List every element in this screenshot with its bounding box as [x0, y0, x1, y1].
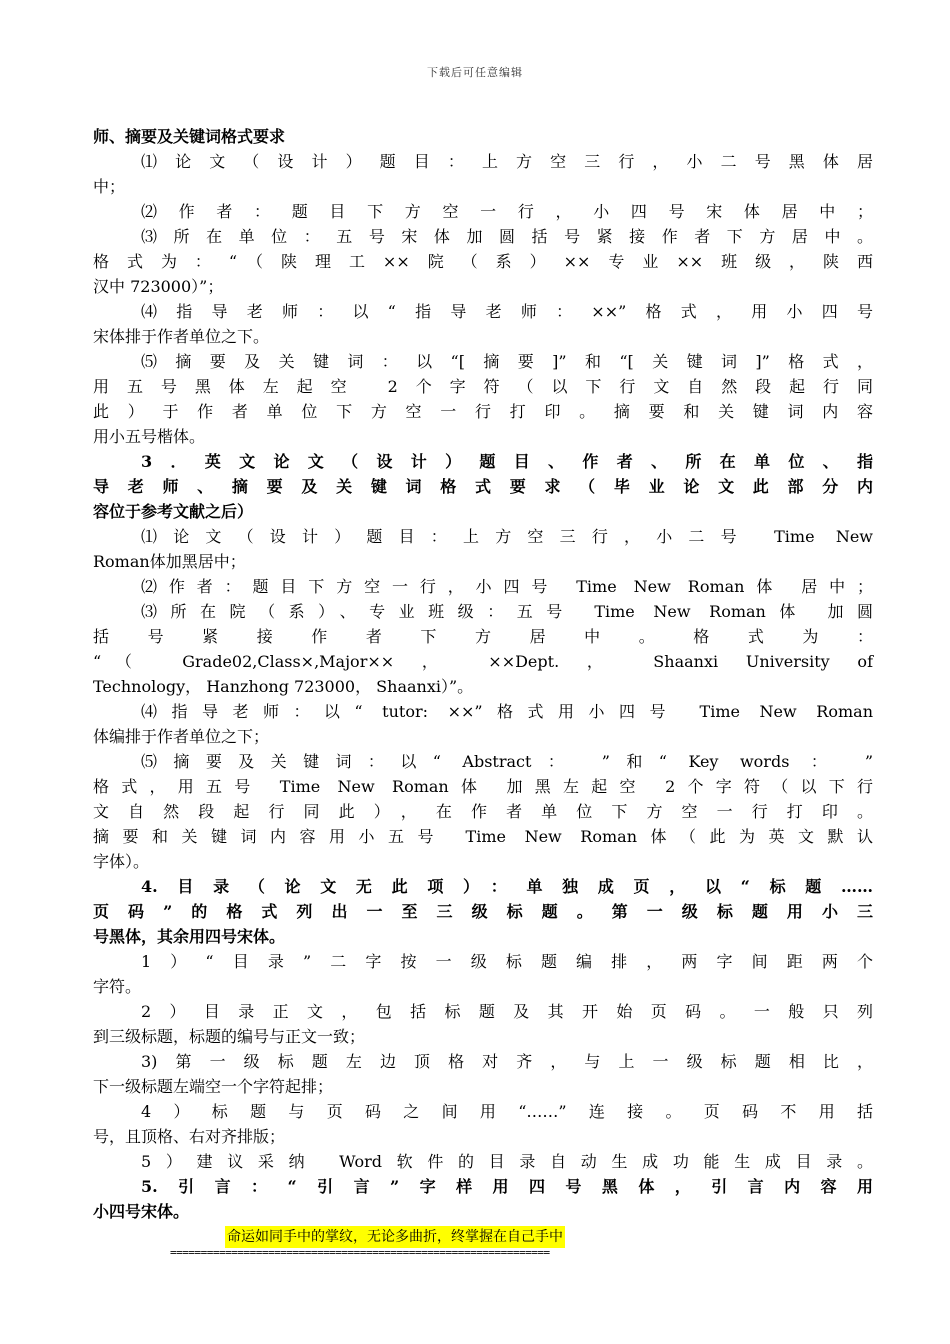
highlighted-quote: 命运如同手中的掌纹，无论多曲折，终掌握在自己手中 — [225, 1226, 565, 1248]
text-line — [93, 1124, 873, 1149]
text-line — [93, 174, 873, 199]
line-text: 小四号宋体。 — [93, 1202, 190, 1221]
text-line — [93, 524, 873, 549]
line-text: 字体）。 — [93, 852, 150, 871]
line-text: 用五号黑体左起空 2个字符（以下行文自然段起行同 — [93, 377, 873, 396]
text-line — [93, 849, 873, 874]
line-text: 此）于作者单位下方空一行打印。摘要和关键词内容 — [93, 402, 873, 421]
line-text: Roman体加黑居中； — [93, 552, 246, 571]
text-line — [93, 1049, 873, 1074]
text-line — [93, 724, 873, 749]
line-text: 格式，用五号 Time New Roman体 加黑左起空 2个字符（以下行 — [93, 777, 873, 796]
text-line — [93, 599, 873, 624]
line-text: ⑴论文（设计）题目：上方空三行，小二号黑体居 — [141, 152, 873, 171]
line-text: 汉中 723000）”； — [93, 277, 224, 296]
line-text: ⑷指导老师：以“ tutor: ××”格式用小四号 Time New Roman — [141, 702, 873, 721]
line-text: ⑷指导老师：以“指导老师：××”格式，用小四号 — [141, 302, 873, 321]
text-line — [93, 224, 873, 249]
text-line — [93, 974, 873, 999]
text-line — [93, 149, 873, 174]
text-line — [93, 474, 873, 499]
line-text: 下一级标题左端空一个字符起排； — [93, 1077, 334, 1096]
line-text: 5.引言：“引言”字样用四号黑体，引言内容用 — [141, 1177, 873, 1196]
line-text: 师、摘要及关键词格式要求 — [93, 127, 286, 146]
text-line — [93, 1024, 873, 1049]
line-text: 导老师、摘要及关键词格式要求（毕业论文此部分内 — [93, 477, 873, 496]
line-text: 到三级标题，标题的编号与正文一致； — [93, 1027, 366, 1046]
text-line — [93, 824, 873, 849]
text-line — [93, 749, 873, 774]
text-line — [93, 1074, 873, 1099]
document-body — [93, 124, 873, 1224]
text-line — [93, 699, 873, 724]
text-line — [93, 199, 873, 224]
text-line — [93, 924, 873, 949]
text-line — [93, 649, 873, 674]
line-text: 4.目录（论文无此项）：单独成页，以“标题…… — [141, 877, 873, 896]
line-text: 3)第一级标题左边顶格对齐，与上一级标题相比， — [141, 1052, 873, 1071]
text-line — [93, 774, 873, 799]
line-text: ⑴论文（设计）题目：上方空三行，小二号 Time New — [141, 527, 873, 546]
text-line — [93, 949, 873, 974]
text-line — [93, 324, 873, 349]
text-line — [93, 899, 873, 924]
line-text: Technology， Hanzhong 723000， Shaanxi）”。 — [93, 677, 474, 696]
line-text: ⑵作者：题目下方空一行，小四号 Time New Roman体 居中； — [141, 577, 873, 596]
text-line — [93, 549, 873, 574]
text-line — [93, 1149, 873, 1174]
line-text: 1）“目录”二字按一级标题编排，两字间距两个 — [141, 952, 873, 971]
text-line — [93, 449, 873, 474]
text-line — [93, 499, 873, 524]
text-line — [93, 999, 873, 1024]
line-text: 体编排于作者单位之下； — [93, 727, 270, 746]
text-line — [93, 799, 873, 824]
page-header: 下载后可任意编辑 — [427, 66, 523, 79]
line-text: 号黑体，其余用四号宋体。 — [93, 927, 286, 946]
text-line — [93, 349, 873, 374]
line-text: 用小五号楷体。 — [93, 427, 206, 446]
text-line — [93, 1199, 873, 1224]
text-line — [93, 274, 873, 299]
line-text: ⑶所在单位：五号宋体加圆括号紧接作者下方居中。 — [141, 227, 873, 246]
text-line — [93, 124, 873, 149]
line-text: 5）建议采纳 Word软件的目录自动生成功能生成目录。 — [141, 1152, 873, 1171]
line-text: 3．英文论文（设计）题目、作者、所在单位、指 — [141, 452, 873, 471]
line-text: “（ Grade02,Class×,Major×× ， ××Dept. ， Shaanxi University of — [93, 652, 873, 671]
text-line — [93, 674, 873, 699]
line-text: ⑸摘要及关键词：以“[摘要]”和“[关键词]”格式， — [141, 352, 873, 371]
line-text: 括号紧接作者下方居中。格式为： — [93, 627, 873, 646]
text-line — [93, 624, 873, 649]
line-text: 中； — [93, 177, 126, 196]
line-text: 文自然段起行同此），在作者单位下方空一行打印。 — [93, 802, 873, 821]
text-line — [93, 1099, 873, 1124]
line-text: ⑵作者：题目下方空一行，小四号宋体居中； — [141, 202, 873, 221]
text-line — [93, 1174, 873, 1199]
text-line — [93, 299, 873, 324]
line-text: 格式为：“（陕理工××院（系）××专业××班级，陕西 — [93, 252, 873, 271]
footer-divider: ============================================================== — [170, 1246, 550, 1259]
text-line — [93, 424, 873, 449]
text-line — [93, 399, 873, 424]
line-text: ⑸摘要及关键词：以“ Abstract： ”和“ Key words ： ” — [141, 752, 873, 771]
text-line — [93, 374, 873, 399]
text-line — [93, 874, 873, 899]
line-text: ⑶所在院（系）、专业班级：五号 Time New Roman体 加圆 — [141, 602, 873, 621]
line-text: 容位于参考文献之后） — [93, 502, 254, 521]
line-text: 2）目录正文，包括标题及其开始页码。一般只列 — [141, 1002, 873, 1021]
line-text: 页码”的格式列出一至三级标题。第一级标题用小三 — [93, 902, 873, 921]
line-text: 摘要和关键词内容用小五号 Time New Roman体（此为英文默认 — [93, 827, 873, 846]
line-text: 号，且顶格、右对齐排版； — [93, 1127, 286, 1146]
line-text: 4）标题与页码之间用“……”连接。页码不用括 — [141, 1102, 873, 1121]
text-line — [93, 574, 873, 599]
line-text: 宋体排于作者单位之下。 — [93, 327, 270, 346]
text-line — [93, 249, 873, 274]
line-text: 字符。 — [93, 977, 142, 996]
